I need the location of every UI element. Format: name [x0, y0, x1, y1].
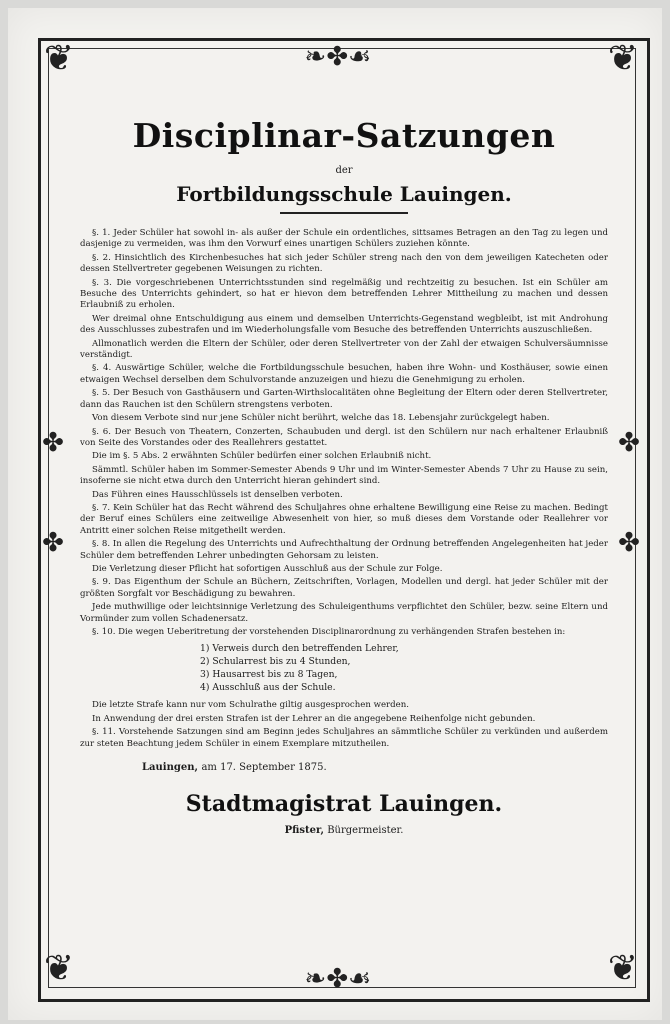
place-and-date [142, 762, 608, 773]
paragraph: Die letzte Strafe kann nur vom Schulrathe giltig ausgesprochen werden. [92, 700, 410, 711]
title-connector: der [335, 165, 353, 176]
left-ornament-icon: ✤ [42, 528, 64, 558]
paragraph: Sämmtl. Schüler haben im Sommer-Semester Abends 9 Uhr und im Winter-Semester Abends 7 Uhr zu Hause zu sein, insoferne sie nicht etwa durch den Unterricht hieran gehindert sind. [80, 464, 608, 487]
paragraph: §. 2. Hinsichtlich des Kirchenbesuches hat sich jeder Schüler streng nach den von dem jeweiligen Katecheten oder dessen Stellvertreter gegebenen Weisungen zu richten. [80, 252, 608, 275]
bottom-ornament-icon: ❧✤☙ [304, 964, 372, 994]
paragraph: §. 6. Der Besuch von Theatern, Conzerten, Schaubuden und dergl. ist den Schülern nur nach erhaltener Erlaubniß von Seite des Vorstandes oder des Reallehrers gestattet. [80, 426, 608, 448]
paragraph: §. 5. Der Besuch von Gasthäusern und Garten-Wirthslocalitäten ohne Begleitung der Eltern oder deren Stellvertreter, dann das Rauchen ist den Schülern strengstens verboten. [80, 388, 608, 410]
document-subtitle: Fortbildungsschule Lauingen. [176, 182, 512, 206]
paragraph: Die im §. 5 Abs. 2 erwähnten Schüler bedürfen einer solchen Erlaubniß nicht. [92, 451, 432, 462]
paragraph: §. 1. Jeder Schüler hat sowohl in- als außer der Schule ein ordentliches, sittsames Betragen an den Tag zu legen und dasjenige zu vermeiden, was ihm den Vorwurf eines unartigen Schülers zuziehen könnte. [80, 228, 608, 250]
paragraph: §. 4. Auswärtige Schüler, welche die Fortbildungsschule besuchen, haben ihre Wohn- und Kosthäuser, sowie einen etwaigen Wechsel derselben dem Schulvorstande anzuzeigen und hiezu die Genehmigung zu erholen. [80, 363, 608, 385]
list-item: 3) Hausarrest bis zu 8 Tagen, [200, 669, 338, 681]
top-ornament-icon: ❧✤☙ [304, 42, 372, 72]
signer-title: Bürgermeister. [327, 825, 404, 837]
place: Lauingen, [142, 762, 198, 774]
paragraph: Das Führen eines Hausschlüssels ist denselben verboten. [92, 489, 343, 500]
right-ornament-icon: ✤ [618, 528, 640, 558]
issuer-heading: Stadtmagistrat Lauingen. [185, 791, 503, 818]
left-ornament-icon: ✤ [42, 428, 64, 458]
paragraph: In Anwendung der drei ersten Strafen ist der Lehrer an die angegebene Reihenfolge nicht gebunden. [92, 713, 536, 724]
signer [80, 825, 608, 836]
document-content [80, 116, 608, 836]
statutes-body [80, 228, 608, 750]
right-ornament-icon: ✤ [618, 428, 640, 458]
paragraph: §. 3. Die vorgeschriebenen Unterrichtsstunden sind regelmäßig und rechtzeitig zu besuchen. Ist ein Schüler am Besuche des Unterrichts gehindert, so hat er hievon dem betreffenden Lehrer Mittheilung zu machen und dessen Erlaubniß zu erholen. [80, 277, 608, 311]
date: am 17. September 1875. [201, 762, 327, 774]
corner-ornament-icon: ❦ [43, 38, 75, 79]
corner-ornament-icon: ❦ [43, 948, 75, 989]
paragraph: Jede muthwillige oder leichtsinnige Verletzung des Schuleigenthums verpflichtet den Schüler, bezw. seine Eltern und Vormünder zum vollen Schadenersatz. [80, 602, 608, 624]
corner-ornament-icon: ❦ [607, 38, 639, 79]
list-item: 1) Verweis durch den betreffenden Lehrer, [200, 643, 399, 655]
paragraph: §. 10. Die wegen Ueberitretung der vorstehenden Disciplinarordnung zu verhängenden Strafen bestehen in: [92, 627, 566, 637]
document-sheet [8, 8, 662, 1020]
corner-ornament-icon: ❦ [607, 948, 639, 989]
list-item: 4) Ausschluß aus der Schule. [200, 682, 336, 694]
paragraph: Allmonatlich werden die Eltern der Schüler, oder deren Stellvertreter von der Zahl der etwaigen Schulversäumnisse verständigt. [80, 338, 608, 361]
paragraph: §. 11. Vorstehende Satzungen sind am Beginn jedes Schuljahres an sämmtliche Schüler zu verkünden und außerdem zur steten Beachtung jedem Schüler in einem Exemplare mitzutheilen. [80, 727, 608, 749]
paragraph: §. 9. Das Eigenthum der Schule an Büchern, Zeitschriften, Vorlagen, Modellen und dergl. hat jeder Schüler mit der größten Sorgfalt vor Beschädigung zu bewahren. [80, 577, 608, 599]
paragraph: §. 8. In allen die Regelung des Unterrichts und Aufrechthaltung der Ordnung betreffenden Angelegenheiten hat jeder Schüler dem betreffenden Lehrer unbedingten Gehorsam zu leisten. [80, 539, 608, 561]
penalty-list [200, 642, 608, 694]
list-item: 2) Schularrest bis zu 4 Stunden, [200, 656, 351, 668]
document-title: Disciplinar-Satzungen [132, 116, 556, 155]
title-rule [280, 212, 408, 214]
paragraph: §. 7. Kein Schüler hat das Recht während des Schuljahres ohne erhaltene Bewilligung eine Reise zu machen. Bedingt der Beruf eines Schülers eine zeitweilige Abwesenheit von hier, so muß dieses dem Vorstande oder Reallehrer vor Antritt einer solchen Reise mitgetheilt werden. [80, 502, 608, 536]
paragraph: Wer dreimal ohne Entschuldigung aus einem und demselben Unterrichts-Gegenstand wegbleibt, ist mit Androhung des Ausschlusses zubestrafen und im Wiederholungsfalle vom Besuche des betreffenden Unterrichts auszuschließen. [80, 313, 608, 336]
signer-name: Pfister, [284, 825, 325, 837]
paragraph: Die Verletzung dieser Pflicht hat sofortigen Ausschluß aus der Schule zur Folge. [92, 563, 443, 574]
paragraph: Von diesem Verbote sind nur jene Schüler nicht berührt, welche das 18. Lebensjahr zurückgelegt haben. [92, 413, 550, 424]
